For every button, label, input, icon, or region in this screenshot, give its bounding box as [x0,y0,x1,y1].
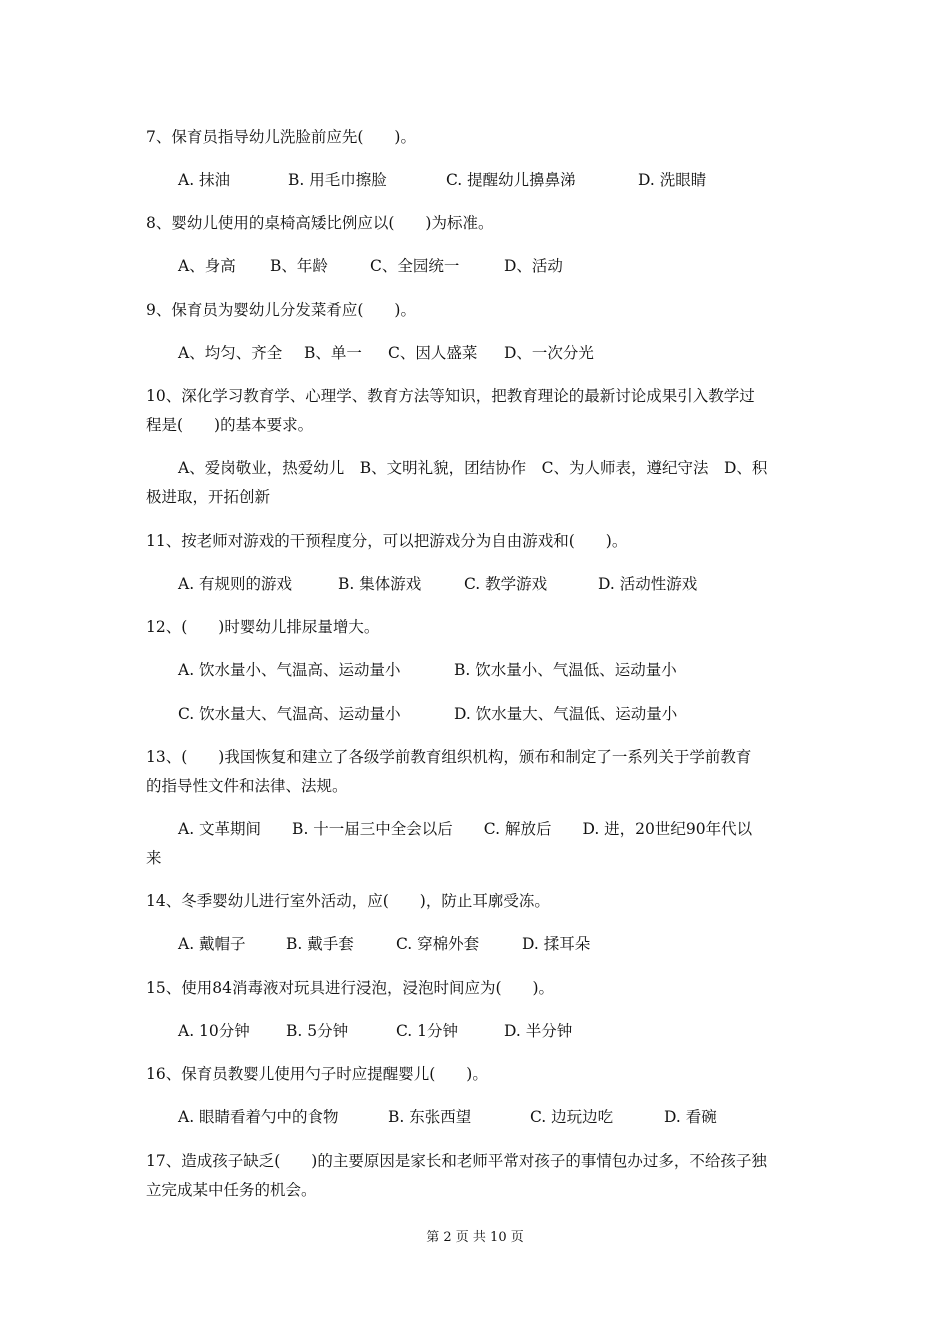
option-a: A、身高 [178,257,236,275]
option-b: B、单一 [304,344,362,362]
option-d: D. 看碗 [664,1108,717,1126]
question-16-options [178,1103,848,1132]
option-a: A. 10分钟 [178,1022,250,1040]
question-11-options [178,570,848,599]
option-a: A、均匀、齐全 [178,344,283,362]
option-c: C、全园统一 [370,257,460,275]
question-10-stem-line2: 程是( )的基本要求。 [146,416,314,434]
question-11-stem: 11、按老师对游戏的干预程度分，可以把游戏分为自由游戏和( )。 [146,532,628,550]
option-c: C. 1分钟 [396,1022,459,1040]
option-d: D. 半分钟 [504,1022,573,1040]
question-16-stem: 16、保育员教婴儿使用勺子时应提醒婴儿( )。 [146,1065,488,1083]
question-10-stem-line1: 10、深化学习教育学、心理学、教育方法等知识，把教育理论的最新讨论成果引入教学过 [146,387,755,405]
question-13-options-line1: A. 文革期间 B. 十一届三中全会以后 C. 解放后 D. 进，20世纪90年代以 [178,820,753,838]
question-17-stem-line2: 立完成某中任务的机会。 [146,1181,317,1199]
option-b: B. 用毛巾擦脸 [288,171,387,189]
question-8-stem: 8、婴幼儿使用的桌椅高矮比例应以( )为标准。 [146,214,494,232]
option-d: D. 揉耳朵 [522,935,591,953]
option-a: A. 戴帽子 [178,935,246,953]
page-footer: 第 2 页 共 10 页 [426,1230,524,1245]
option-b: B. 饮水量小、气温低、运动量小 [454,661,677,679]
option-c: C. 饮水量大、气温高、运动量小 [178,705,401,723]
option-d: D. 活动性游戏 [598,575,698,593]
question-7-stem: 7、保育员指导幼儿洗脸前应先( )。 [146,128,416,146]
question-15-options [178,1017,848,1046]
option-a: A. 眼睛看着勺中的食物 [178,1108,339,1126]
question-12-options-row2 [178,700,848,729]
option-d: D、一次分光 [504,344,594,362]
question-12-options-row1 [178,656,848,685]
question-14-stem: 14、冬季婴幼儿进行室外活动，应( )，防止耳廓受冻。 [146,892,550,910]
option-a: A. 有规则的游戏 [178,575,293,593]
option-a: A. 饮水量小、气温高、运动量小 [178,661,401,679]
question-15-stem: 15、使用84消毒液对玩具进行浸泡，浸泡时间应为( )。 [146,979,555,997]
option-c: C、因人盛菜 [388,344,478,362]
option-c: C. 教学游戏 [464,575,548,593]
question-13-stem-line2: 的指导性文件和法律、法规。 [146,777,348,795]
option-b: B. 东张西望 [388,1108,472,1126]
question-13-stem-line1: 13、( )我国恢复和建立了各级学前教育组织机构，颁布和制定了一系列关于学前教育 [146,748,752,766]
question-9-options [178,339,848,368]
question-17-stem-line1: 17、造成孩子缺乏( )的主要原因是家长和老师平常对孩子的事情包办过多，不给孩子独 [146,1152,767,1170]
question-13-options-line2: 来 [146,849,162,867]
question-10-options-line1: A、爱岗敬业，热爱幼儿 B、文明礼貌，团结协作 C、为人师表，遵纪守法 D、积 [178,459,768,477]
option-d: D. 洗眼睛 [638,171,707,189]
question-8-options [178,252,848,281]
option-c: C. 边玩边吃 [530,1108,614,1126]
option-a: A. 抹油 [178,171,231,189]
option-c: C. 穿棉外套 [396,935,480,953]
question-7-options [178,166,848,195]
option-b: B. 戴手套 [286,935,354,953]
question-14-options [178,930,848,959]
option-c: C. 提醒幼儿擤鼻涕 [446,171,576,189]
question-10-options-line2: 极进取，开拓创新 [146,488,271,506]
question-12-stem: 12、( )时婴幼儿排尿量增大。 [146,618,380,636]
option-d: D、活动 [504,257,563,275]
option-d: D. 饮水量大、气温低、运动量小 [454,705,678,723]
option-b: B、年龄 [270,257,328,275]
question-9-stem: 9、保育员为婴幼儿分发菜肴应( )。 [146,301,416,319]
option-b: B. 5分钟 [286,1022,349,1040]
option-b: B. 集体游戏 [338,575,422,593]
